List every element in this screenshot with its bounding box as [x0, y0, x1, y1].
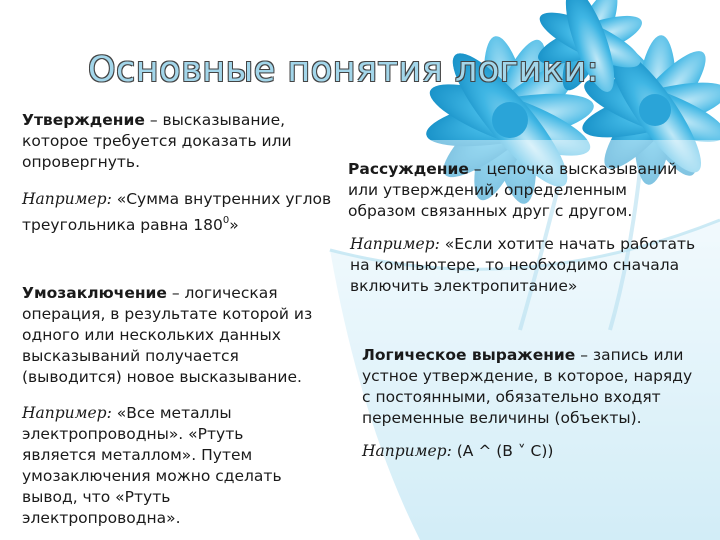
inference-term: Умозаключение — [22, 284, 167, 302]
statement-term: Утверждение — [22, 111, 145, 129]
reasoning-example-text: «Если хотите начать работать на компьютере, то необходимо сначала включить электропитание» — [350, 235, 696, 295]
statement-example — [22, 189, 342, 236]
logical-expression-formula: (A ^ (B ˅ C)) — [451, 442, 554, 460]
inference-example-text: «Все металлы электропроводны». «Ртуть является металлом». Путем умозаключения можно сделать вывод, что «Ртуть электропроводна». — [22, 404, 282, 527]
reasoning-text: – цепочка высказываний или утверждений, определенным образом связанных друг с другом. — [348, 160, 678, 220]
reasoning-term: Рассуждение — [348, 160, 469, 178]
reasoning-example — [350, 234, 700, 297]
degree-superscript: 0 — [222, 215, 230, 226]
statement-example-text: «Сумма внутренних углов треугольника равна 180 — [22, 190, 332, 234]
statement-text: – высказывание, которое требуется доказать или опровергнуть. — [22, 111, 292, 171]
logical-expression-term: Логическое выражение — [362, 346, 576, 364]
statement-definition — [22, 110, 322, 173]
example-label: Например: — [22, 404, 112, 422]
page-title: Основные понятия логики: — [88, 50, 600, 90]
logical-expression-definition — [362, 345, 702, 429]
logical-expression-text: – запись или устное утверждение, в которое, наряду с постоянными, обязательно входят переменные величины (объекты). — [362, 346, 693, 427]
inference-example — [22, 403, 322, 529]
statement-example-tail: » — [229, 216, 239, 234]
logical-expression-example — [362, 441, 702, 462]
inference-text: – логическая операция, в результате которой из одного или нескольких данных высказываний получается (выводится) новое высказывание. — [22, 284, 313, 386]
example-label: Например: — [362, 442, 452, 460]
reasoning-definition — [348, 159, 698, 222]
example-label: Например: — [22, 190, 112, 208]
inference-definition — [22, 283, 322, 388]
example-label: Например: — [350, 235, 440, 253]
